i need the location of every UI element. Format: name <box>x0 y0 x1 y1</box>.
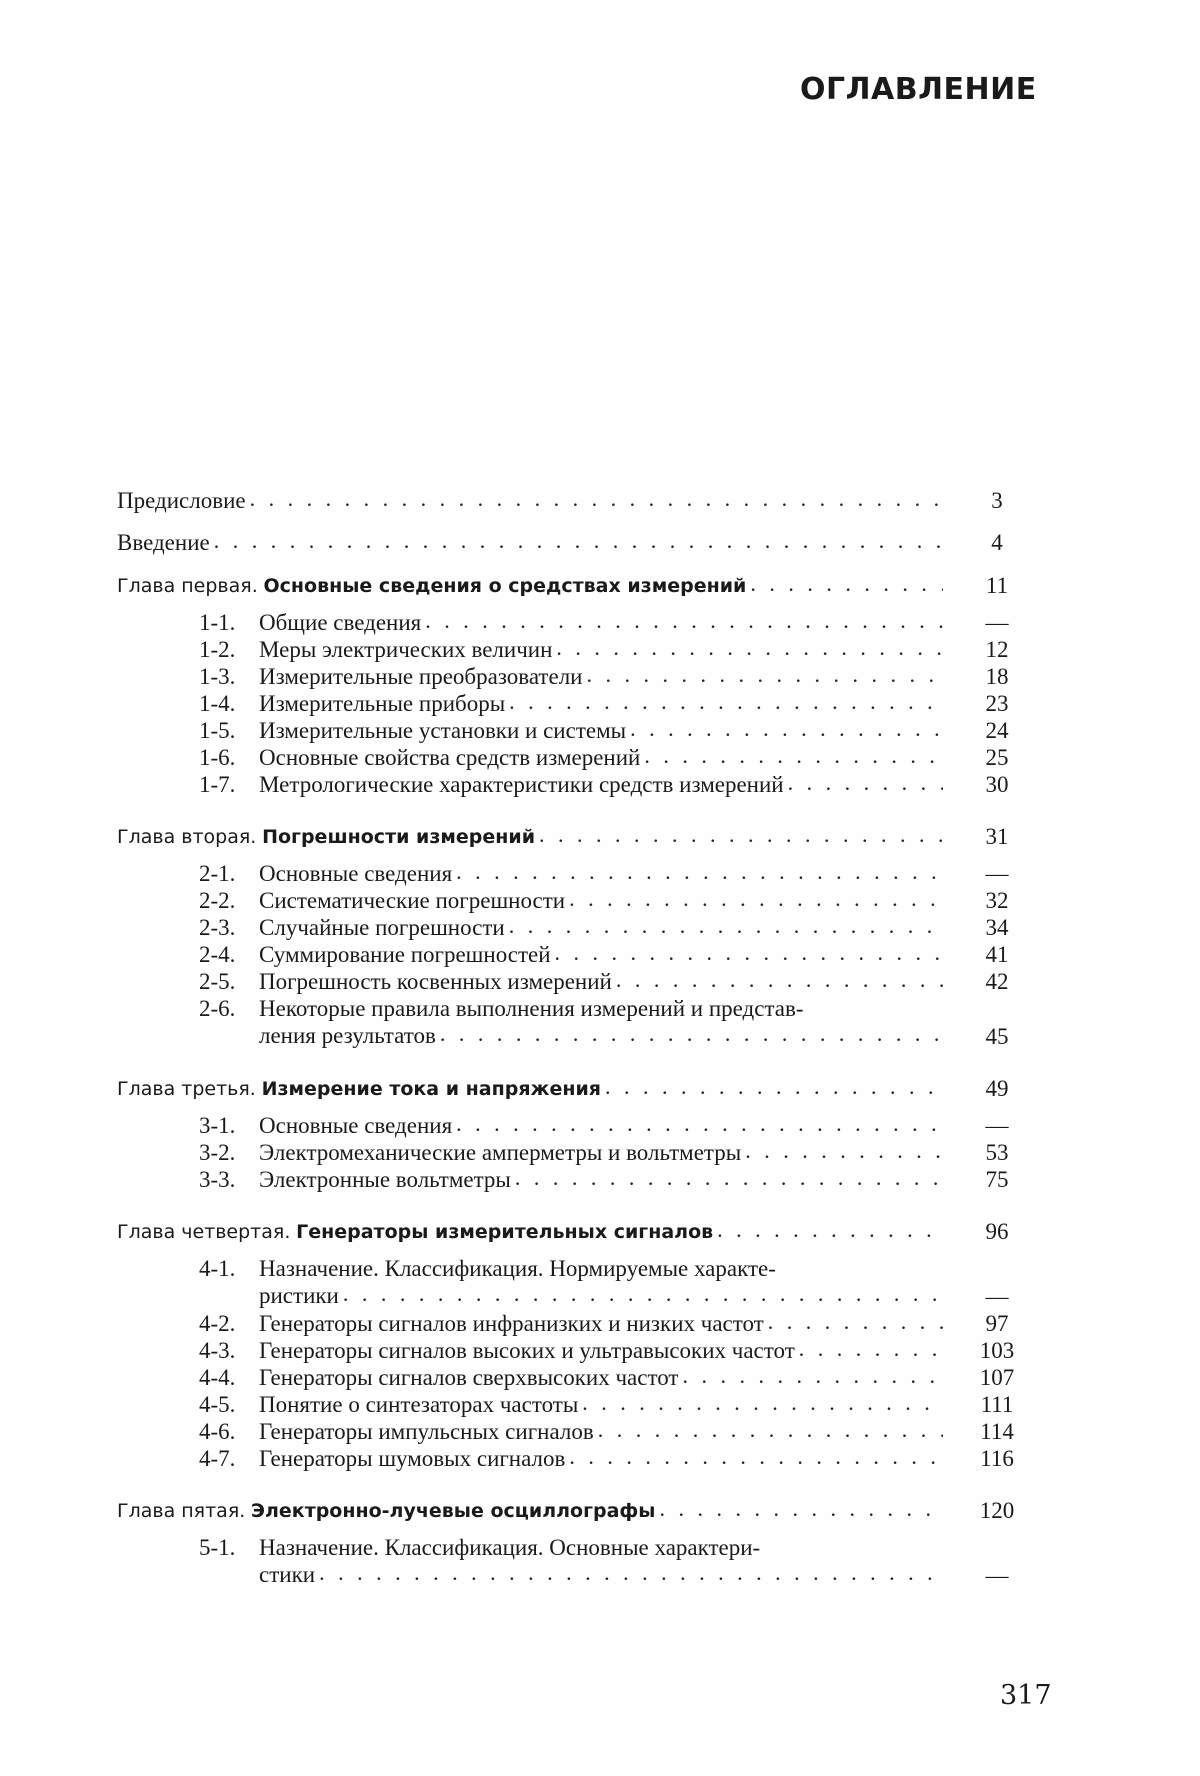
section-heading <box>199 636 552 663</box>
dot-leader <box>745 1137 943 1164</box>
chapter-name: Генераторы измерительных сигналов <box>296 1221 714 1243</box>
toc-section[interactable] <box>117 1255 1037 1310</box>
toc-section[interactable] <box>117 771 1037 798</box>
section-title: Генераторы шумовых сигналов <box>259 1446 566 1471</box>
dot-leader <box>768 1308 943 1335</box>
page-number: 4 <box>991 530 1003 555</box>
toc-chapter-2[interactable] <box>117 822 1037 852</box>
section-heading <box>199 1445 565 1472</box>
dot-leader <box>659 1494 943 1524</box>
section-heading <box>199 968 612 995</box>
section-heading <box>199 744 640 771</box>
dot-leader <box>250 485 943 513</box>
page-number: 3 <box>991 488 1003 513</box>
chapter-heading <box>117 1495 655 1526</box>
page-number: 31 <box>985 824 1009 849</box>
section-title: Понятие о синтезаторах частоты <box>259 1392 579 1417</box>
toc-entry-introduction[interactable] <box>117 529 1037 557</box>
page-number: 11 <box>985 573 1009 598</box>
section-number: 4-5. <box>199 1392 236 1417</box>
section-title-continued: стики <box>259 1562 316 1587</box>
dot-leader <box>440 1020 943 1048</box>
chapter-lead: Глава первая. <box>117 575 258 597</box>
section-number: 2-6. <box>199 996 236 1021</box>
section-title-continued: ристики <box>259 1283 339 1308</box>
section-title: Систематические погрешности <box>259 888 566 913</box>
toc-chapter-3[interactable] <box>117 1074 1037 1104</box>
chapter-name: Измерение тока и напряжения <box>261 1078 601 1100</box>
page-number: 114 <box>980 1419 1014 1444</box>
page-number: — <box>985 610 1009 635</box>
section-line-1 <box>199 1534 947 1561</box>
dot-leader <box>456 858 943 885</box>
section-title: Метрологические характеристики средств измерений <box>259 772 784 797</box>
chapters-container <box>117 571 1037 1599</box>
section-heading <box>199 1337 795 1364</box>
toc-section[interactable] <box>117 1391 1037 1418</box>
page-footer-number: 317 <box>1000 1680 1052 1711</box>
section-number: 4-3. <box>199 1338 236 1363</box>
toc-section[interactable] <box>117 1310 1037 1337</box>
dot-leader <box>509 912 943 939</box>
section-number: 1-6. <box>199 745 236 770</box>
toc-section[interactable] <box>117 717 1037 744</box>
chapter-lead: Глава пятая. <box>117 1500 246 1522</box>
section-number: 1-7. <box>199 772 236 797</box>
section-title: Случайные погрешности <box>259 915 505 940</box>
chapter-spacer <box>117 1472 1037 1482</box>
page-number: 96 <box>985 1219 1009 1244</box>
section-title: Электронные вольтметры <box>259 1167 511 1192</box>
page-number: 30 <box>985 772 1009 797</box>
toc-section[interactable] <box>117 1337 1037 1364</box>
dot-leader <box>682 1362 943 1389</box>
toc-section[interactable] <box>117 914 1037 941</box>
page-number: 53 <box>985 1140 1009 1165</box>
page-number: 34 <box>985 915 1009 940</box>
toc-chapter-4[interactable] <box>117 1217 1037 1247</box>
toc-section[interactable] <box>117 663 1037 690</box>
section-heading <box>199 690 505 717</box>
toc-section[interactable] <box>117 1139 1037 1166</box>
toc-entry-preface[interactable] <box>117 487 1037 515</box>
chapter-lead: Глава вторая. <box>117 826 257 848</box>
section-title: Электромеханические амперметры и вольтметры <box>259 1140 742 1165</box>
section-title: Общие сведения <box>259 610 422 635</box>
section-title: Измерительные приборы <box>259 691 506 716</box>
section-number: 4-1. <box>199 1256 236 1281</box>
section-number: 4-2. <box>199 1311 236 1336</box>
toc-chapter-5[interactable] <box>117 1496 1037 1526</box>
page-number: — <box>985 1284 1009 1309</box>
dot-leader <box>582 1389 943 1416</box>
chapter-spacer <box>117 1193 1037 1203</box>
dot-leader <box>799 1335 943 1362</box>
toc-section[interactable] <box>117 941 1037 968</box>
toc-section[interactable] <box>117 690 1037 717</box>
section-title: Основные сведения <box>259 1113 453 1138</box>
page-number: 24 <box>985 718 1009 743</box>
section-title: Меры электрических величин <box>259 637 553 662</box>
section-number: 1-2. <box>199 637 236 662</box>
chapter-heading <box>117 1073 601 1104</box>
section-title: Назначение. Классификация. Нормируемые характе- <box>259 1256 776 1281</box>
dot-leader <box>319 1559 943 1587</box>
section-number: 5-1. <box>199 1535 236 1560</box>
section-title: Суммирование погрешностей <box>259 942 551 967</box>
page-number: 23 <box>985 691 1009 716</box>
section-heading <box>199 609 421 636</box>
section-number: 1-4. <box>199 691 236 716</box>
section-title: Основные свойства средств измерений <box>259 745 641 770</box>
dot-leader <box>605 1072 943 1102</box>
dot-leader <box>569 1443 943 1470</box>
dot-leader <box>750 569 943 599</box>
section-line-1 <box>199 1255 947 1282</box>
section-number: 4-7. <box>199 1446 236 1471</box>
toc-title: ОГЛАВЛЕНИЕ <box>800 72 1037 107</box>
page-number: 45 <box>985 1024 1009 1049</box>
toc-chapter-1[interactable] <box>117 571 1037 601</box>
chapter-name: Электронно-лучевые осциллографы <box>251 1500 656 1522</box>
page-number: 107 <box>979 1365 1015 1390</box>
section-heading <box>199 1112 452 1139</box>
section-title: Генераторы сигналов инфранизких и низких частот <box>259 1311 764 1336</box>
chapter-heading <box>117 570 746 601</box>
section-heading <box>199 663 582 690</box>
dot-leader <box>586 661 943 688</box>
section-heading <box>199 887 565 914</box>
section-number: 2-3. <box>199 915 236 940</box>
dot-leader <box>569 885 943 912</box>
section-number: 2-2. <box>199 888 236 913</box>
section-heading <box>199 1418 594 1445</box>
page-number: 42 <box>985 969 1009 994</box>
page-number: 18 <box>985 664 1009 689</box>
section-number: 1-1. <box>199 610 236 635</box>
section-title: Генераторы импульсных сигналов <box>259 1419 594 1444</box>
page-number: — <box>985 861 1009 886</box>
entry-label: Предисловие <box>117 488 246 513</box>
section-number: 4-6. <box>199 1419 236 1444</box>
section-heading <box>199 914 505 941</box>
toc-section[interactable] <box>117 860 1037 887</box>
toc-section[interactable] <box>117 1166 1037 1193</box>
toc-list <box>117 487 1037 1599</box>
section-heading <box>199 1310 764 1337</box>
toc-section[interactable] <box>117 1445 1037 1472</box>
section-title: Погрешность косвенных измерений <box>259 969 612 994</box>
page-number: 75 <box>985 1167 1009 1192</box>
dot-leader <box>343 1280 943 1308</box>
dot-leader <box>539 820 943 850</box>
dot-leader <box>456 1110 943 1137</box>
page-number: 32 <box>985 888 1009 913</box>
page-number: 120 <box>979 1498 1015 1523</box>
section-title: Генераторы сигналов сверхвысоких частот <box>259 1365 679 1390</box>
section-title: Некоторые правила выполнения измерений и представ- <box>259 996 804 1021</box>
section-heading <box>199 717 626 744</box>
toc-section[interactable] <box>117 1112 1037 1139</box>
entry-label: Введение <box>117 530 210 555</box>
dot-leader <box>515 1164 943 1191</box>
section-line-1 <box>199 995 947 1022</box>
section-heading <box>199 1139 741 1166</box>
section-heading <box>199 1166 511 1193</box>
section-heading <box>199 771 784 798</box>
toc-section[interactable] <box>117 1364 1037 1391</box>
chapter-lead: Глава третья. <box>117 1078 256 1100</box>
section-title-continued: ления результатов <box>259 1023 436 1048</box>
section-number: 2-4. <box>199 942 236 967</box>
page-number: 25 <box>985 745 1009 770</box>
dot-leader <box>556 634 943 661</box>
section-number: 2-1. <box>199 861 236 886</box>
chapter-heading <box>117 1216 713 1247</box>
dot-leader <box>214 527 943 555</box>
chapter-lead: Глава четвертая. <box>117 1221 291 1243</box>
dot-leader <box>425 607 943 634</box>
dot-leader <box>509 688 943 715</box>
section-line-2 <box>199 1022 947 1050</box>
dot-leader <box>555 939 943 966</box>
toc-section[interactable] <box>117 995 1037 1050</box>
dot-leader <box>644 742 943 769</box>
page-number: 97 <box>985 1311 1009 1336</box>
chapter-name: Погрешности измерений <box>262 826 536 848</box>
section-title: Генераторы сигналов высоких и ультравысоких частот <box>259 1338 795 1363</box>
page-number: 111 <box>980 1392 1014 1417</box>
section-heading <box>199 860 452 887</box>
dot-leader <box>630 715 943 742</box>
section-number: 1-5. <box>199 718 236 743</box>
section-number: 2-5. <box>199 969 236 994</box>
toc-section[interactable] <box>117 609 1037 636</box>
page-number: 116 <box>980 1446 1014 1471</box>
dot-leader <box>717 1215 943 1245</box>
section-line-2 <box>199 1561 947 1589</box>
toc-section[interactable] <box>117 636 1037 663</box>
section-title: Измерительные установки и системы <box>259 718 627 743</box>
chapter-spacer <box>117 1589 1037 1599</box>
toc-section[interactable] <box>117 744 1037 771</box>
page-number: 12 <box>985 637 1009 662</box>
page-number: 41 <box>985 942 1009 967</box>
section-title: Измерительные преобразователи <box>259 664 583 689</box>
section-number: 3-2. <box>199 1140 236 1165</box>
section-number: 3-1. <box>199 1113 236 1138</box>
section-number: 3-3. <box>199 1167 236 1192</box>
page-number: 103 <box>979 1338 1015 1363</box>
toc-section[interactable] <box>117 1534 1037 1589</box>
page-number: — <box>985 1563 1009 1588</box>
chapter-heading <box>117 821 535 852</box>
section-number: 1-3. <box>199 664 236 689</box>
page-number: — <box>985 1113 1009 1138</box>
section-heading <box>199 941 551 968</box>
section-heading <box>199 1364 678 1391</box>
section-number: 4-4. <box>199 1365 236 1390</box>
chapter-name: Основные сведения о средствах измерений <box>263 575 747 597</box>
toc-section[interactable] <box>117 887 1037 914</box>
chapter-spacer <box>117 798 1037 808</box>
section-title: Назначение. Классификация. Основные характери- <box>259 1535 761 1560</box>
section-heading <box>199 1391 578 1418</box>
dot-leader <box>598 1416 943 1443</box>
section-line-2 <box>199 1282 947 1310</box>
page-number: 49 <box>985 1076 1009 1101</box>
dot-leader <box>788 769 943 796</box>
chapter-spacer <box>117 1050 1037 1060</box>
dot-leader <box>616 966 943 993</box>
toc-section[interactable] <box>117 1418 1037 1445</box>
section-title: Основные сведения <box>259 861 453 886</box>
toc-section[interactable] <box>117 968 1037 995</box>
